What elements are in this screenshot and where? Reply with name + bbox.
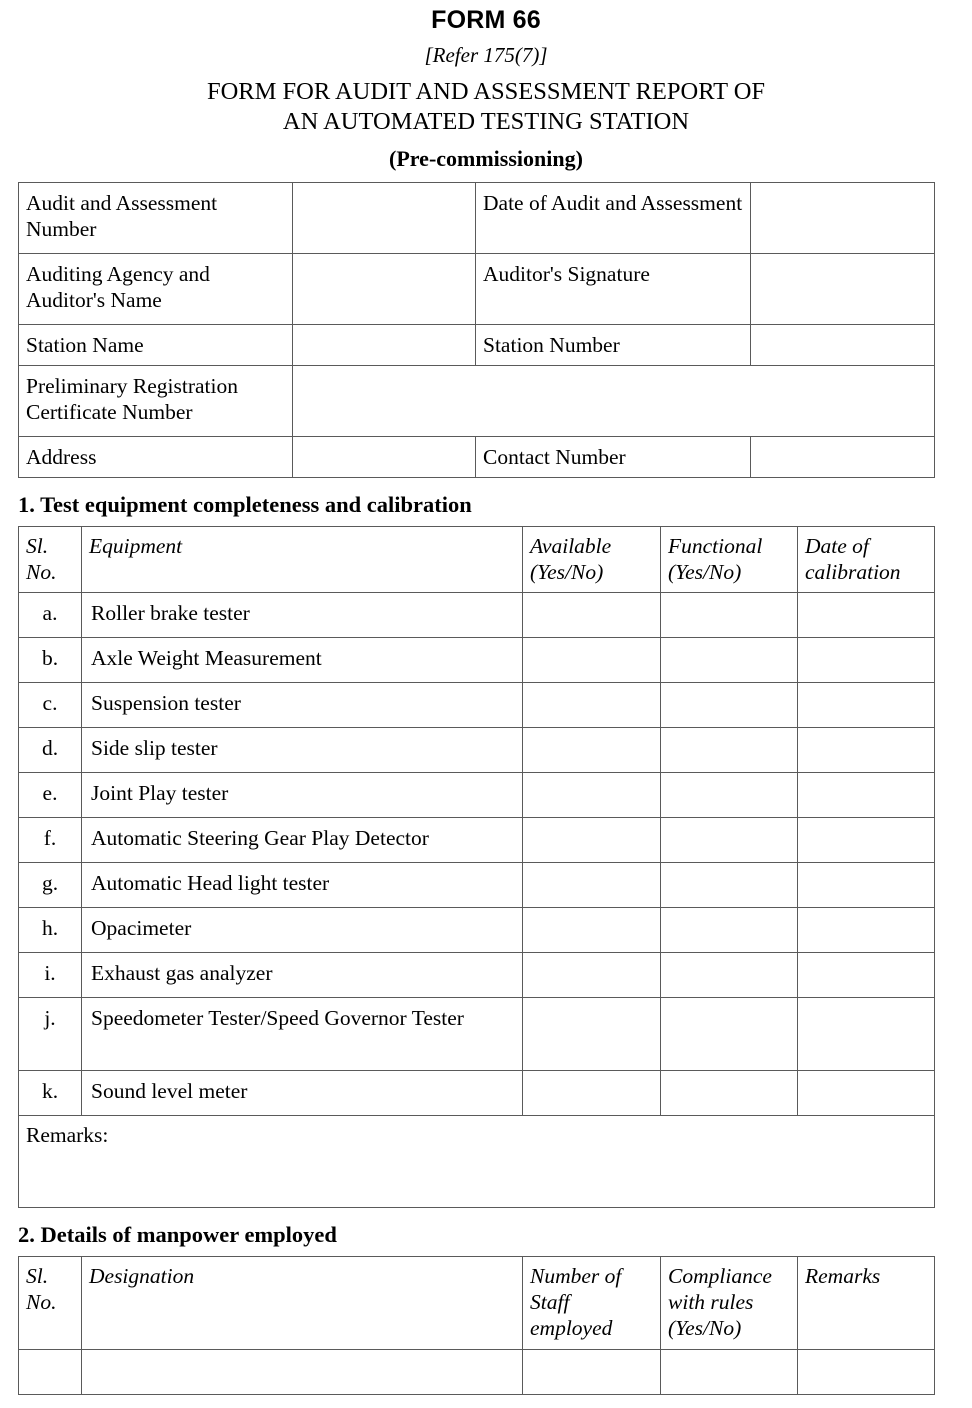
- table-row: [19, 324, 935, 365]
- row-available-field[interactable]: [523, 638, 661, 683]
- row-calibration-date-field[interactable]: [798, 593, 935, 638]
- row-functional-field[interactable]: [661, 863, 798, 908]
- test-equipment-rows: [19, 593, 935, 1208]
- table-row: [19, 818, 935, 863]
- row-functional-field[interactable]: [661, 683, 798, 728]
- row-functional-field[interactable]: [661, 1071, 798, 1116]
- row-calibration-date-field[interactable]: [798, 728, 935, 773]
- row-sl-no: e.: [19, 773, 82, 818]
- row-equipment-name: Side slip tester: [82, 728, 523, 773]
- row-calibration-date-field[interactable]: [798, 998, 935, 1071]
- table-header-row: [19, 1256, 935, 1349]
- row-equipment-name: Automatic Head light tester: [82, 863, 523, 908]
- table-row: [19, 998, 935, 1071]
- section-1-heading: 1. Test equipment completeness and calibration: [18, 492, 472, 518]
- table-row: [19, 953, 935, 998]
- row-calibration-date-field[interactable]: [798, 818, 935, 863]
- row-available-field[interactable]: [523, 1071, 661, 1116]
- row-equipment-name: Suspension tester: [82, 683, 523, 728]
- table-row: [19, 593, 935, 638]
- row-remarks-field[interactable]: [798, 1349, 935, 1394]
- row-sl-no: k.: [19, 1071, 82, 1116]
- row-compliance-field[interactable]: [661, 1349, 798, 1394]
- table-row: [19, 908, 935, 953]
- row-equipment-name: Opacimeter: [82, 908, 523, 953]
- station-number-field[interactable]: [751, 324, 935, 365]
- row-sl-no: f.: [19, 818, 82, 863]
- column-header-date-of-calibration: [798, 526, 935, 592]
- compliance-line-2: with rules: [668, 1290, 754, 1315]
- column-header-equipment: Equipment: [82, 526, 523, 592]
- row-sl-no: [19, 1349, 82, 1394]
- table-row: [19, 863, 935, 908]
- table-row: [19, 683, 935, 728]
- prelim-cert-label: Preliminary Registration Certificate Number: [19, 366, 293, 437]
- signature-label: Auditor's Signature: [476, 253, 751, 324]
- table-row: [19, 728, 935, 773]
- row-equipment-name: Axle Weight Measurement: [82, 638, 523, 683]
- sl-line-1: Sl.: [26, 1263, 49, 1288]
- row-available-field[interactable]: [523, 908, 661, 953]
- table-row: [19, 253, 935, 324]
- sl-line-2: No.: [26, 560, 57, 585]
- row-available-field[interactable]: [523, 863, 661, 908]
- refer-rule: [Refer 175(7)]: [424, 42, 548, 67]
- row-sl-no: c.: [19, 683, 82, 728]
- available-line-2: (Yes/No): [530, 560, 604, 585]
- row-available-field[interactable]: [523, 773, 661, 818]
- row-calibration-date-field[interactable]: [798, 863, 935, 908]
- address-field[interactable]: [293, 437, 476, 478]
- functional-line-1: Functional: [668, 533, 763, 558]
- address-label: Address: [19, 437, 293, 478]
- row-functional-field[interactable]: [661, 908, 798, 953]
- row-sl-no: g.: [19, 863, 82, 908]
- row-calibration-date-field[interactable]: [798, 953, 935, 998]
- contact-field[interactable]: [751, 437, 935, 478]
- contact-label: Contact Number: [476, 437, 751, 478]
- column-header-designation: Designation: [82, 1256, 523, 1349]
- section-1-remarks-field[interactable]: [19, 1116, 935, 1208]
- table-row: [19, 366, 935, 437]
- column-header-number-of-staff: [523, 1256, 661, 1349]
- row-equipment-name: Joint Play tester: [82, 773, 523, 818]
- functional-line-2: (Yes/No): [668, 560, 742, 585]
- form-number: FORM 66: [431, 6, 541, 34]
- audit-number-label: Audit and Assessment Number: [19, 182, 293, 253]
- row-equipment-name: Automatic Steering Gear Play Detector: [82, 818, 523, 863]
- row-available-field[interactable]: [523, 998, 661, 1071]
- table-row: [19, 773, 935, 818]
- column-header-sl-no: [19, 1256, 82, 1349]
- row-functional-field[interactable]: [661, 638, 798, 683]
- row-functional-field[interactable]: [661, 998, 798, 1071]
- remarks-label: Remarks:: [26, 1123, 109, 1148]
- row-available-field[interactable]: [523, 728, 661, 773]
- table-row: [19, 182, 935, 253]
- row-designation-field[interactable]: [82, 1349, 523, 1394]
- audit-date-label: Date of Audit and Assessment: [476, 182, 751, 253]
- section-2-heading: 2. Details of manpower employed: [18, 1222, 337, 1248]
- column-header-functional: [661, 526, 798, 592]
- row-sl-no: d.: [19, 728, 82, 773]
- station-number-label: Station Number: [476, 324, 751, 365]
- date-line-1: Date of: [805, 533, 869, 558]
- row-sl-no: i.: [19, 953, 82, 998]
- table-header-row: [19, 526, 935, 592]
- row-calibration-date-field[interactable]: [798, 1071, 935, 1116]
- row-available-field[interactable]: [523, 593, 661, 638]
- date-line-2: calibration: [805, 560, 901, 585]
- compliance-line-1: Compliance: [668, 1263, 772, 1288]
- row-functional-field[interactable]: [661, 773, 798, 818]
- row-functional-field[interactable]: [661, 818, 798, 863]
- signature-field[interactable]: [751, 253, 935, 324]
- compliance-line-3: (Yes/No): [668, 1316, 742, 1341]
- page-subtitle: (Pre-commissioning): [389, 145, 583, 171]
- row-sl-no: h.: [19, 908, 82, 953]
- staff-line-3: employed: [530, 1316, 613, 1341]
- table-row: [19, 638, 935, 683]
- row-available-field[interactable]: [523, 818, 661, 863]
- manpower-table: [18, 1256, 935, 1395]
- station-name-label: Station Name: [19, 324, 293, 365]
- row-functional-field[interactable]: [661, 953, 798, 998]
- agency-label: Auditing Agency and Auditor's Name: [19, 253, 293, 324]
- row-sl-no: b.: [19, 638, 82, 683]
- row-available-field[interactable]: [523, 953, 661, 998]
- row-equipment-name: Sound level meter: [82, 1071, 523, 1116]
- audit-date-field[interactable]: [751, 182, 935, 253]
- column-header-sl-no: [19, 526, 82, 592]
- row-calibration-date-field[interactable]: [798, 683, 935, 728]
- manpower-rows: [19, 1349, 935, 1394]
- row-sl-no: a.: [19, 593, 82, 638]
- title-block: [18, 0, 954, 182]
- row-functional-field[interactable]: [661, 593, 798, 638]
- row-equipment-name: Roller brake tester: [82, 593, 523, 638]
- column-header-available: [523, 526, 661, 592]
- page-title-line2: AN AUTOMATED TESTING STATION: [282, 107, 690, 135]
- available-line-1: Available: [530, 533, 612, 558]
- table-row: [19, 1071, 935, 1116]
- prelim-cert-field[interactable]: [293, 366, 935, 437]
- station-info-table: [18, 182, 935, 478]
- agency-field[interactable]: [293, 253, 476, 324]
- station-name-field[interactable]: [293, 324, 476, 365]
- column-header-compliance: [661, 1256, 798, 1349]
- row-calibration-date-field[interactable]: [798, 908, 935, 953]
- remarks-row: [19, 1116, 935, 1208]
- row-staff-count-field[interactable]: [523, 1349, 661, 1394]
- row-available-field[interactable]: [523, 683, 661, 728]
- column-header-remarks: Remarks: [798, 1256, 935, 1349]
- row-calibration-date-field[interactable]: [798, 638, 935, 683]
- row-equipment-name: Exhaust gas analyzer: [82, 953, 523, 998]
- page-title-line1: FORM FOR AUDIT AND ASSESSMENT REPORT OF: [206, 77, 766, 105]
- page-title: [18, 67, 954, 137]
- row-equipment-name: Speedometer Tester/Speed Governor Tester: [82, 998, 523, 1071]
- row-calibration-date-field[interactable]: [798, 773, 935, 818]
- staff-line-1: Number of: [530, 1263, 622, 1288]
- table-row: [19, 437, 935, 478]
- staff-line-2: Staff: [530, 1290, 570, 1315]
- audit-number-field[interactable]: [293, 182, 476, 253]
- test-equipment-table: [18, 526, 935, 1208]
- sl-line-2: No.: [26, 1290, 57, 1315]
- sl-line-1: Sl.: [26, 533, 49, 558]
- table-row: [19, 1349, 935, 1394]
- row-functional-field[interactable]: [661, 728, 798, 773]
- row-sl-no: j.: [19, 998, 82, 1071]
